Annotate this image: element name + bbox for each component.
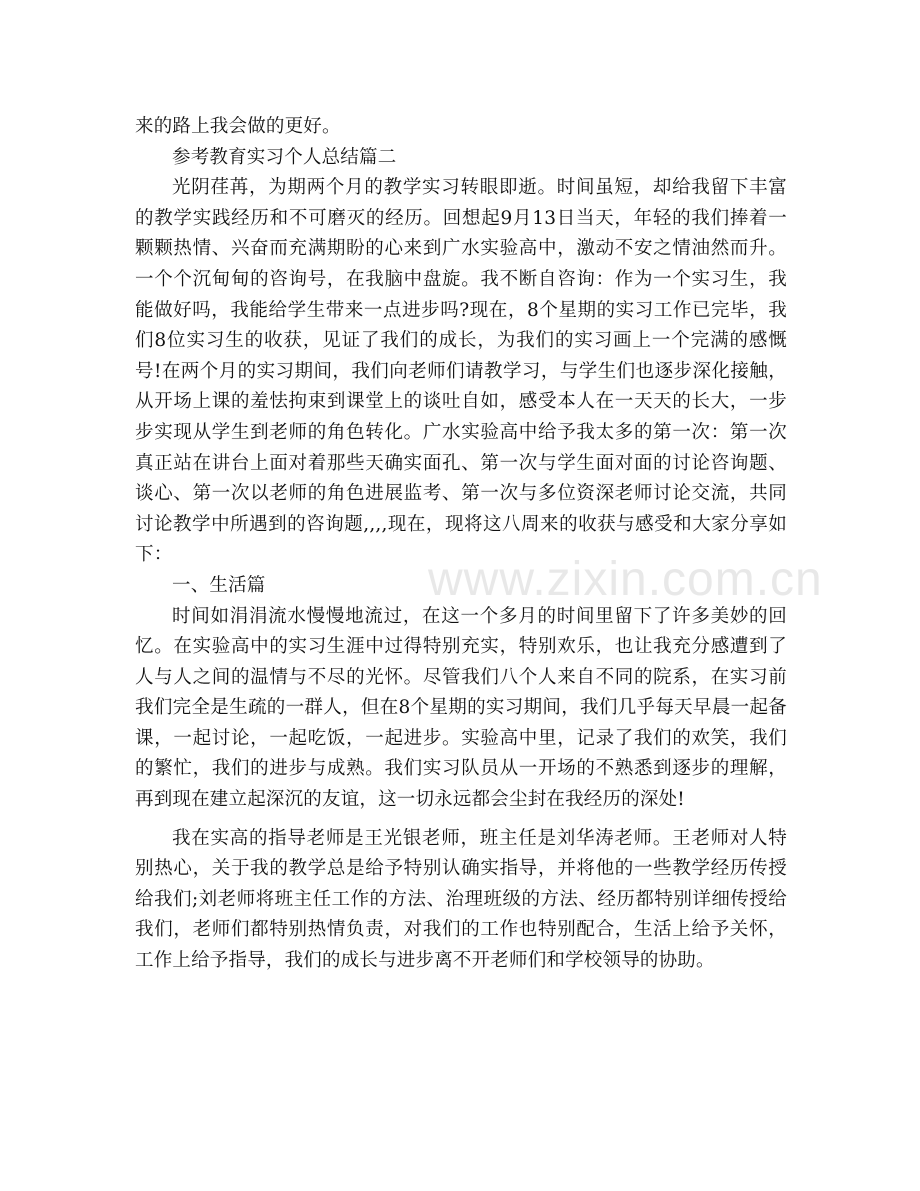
paragraph-intro: 光阴荏苒，为期两个月的教学实习转眼即逝。时间虽短，却给我留下丰富的教学实践经历和不可磨灭的经历。回想起9月13日当天，年轻的我们捧着一颗颗热情、兴奋而充满期盼的心来到广水实验高中，激动不安之情油然而升。一个个沉甸甸的咨询号，在我脑中盘旋。我不断自咨询：作为一个实习生，我能做好吗，我能给学生带来一点进步吗?现在，8个星期的实习工作已完毕，我们8位实习生的收获，见证了我们的成长，为我们的实习画上一个完满的感慨号!在两个月的实习期间，我们向老师们请教学习，与学生们也逐步深化接触，从开场上课的羞怯拘束到课堂上的谈吐自如，感受本人在一天天的长大，一步步实现从学生到老师的角色转化。广水实验高中给予我太多的第一次：第一次真正站在讲台上面对着那些天确实面孔、第一次与学生面对面的讨论咨询题、谈心、第一次以老师的角色进展监考、第一次与多位资深老师讨论交流，共同讨论教学中所遇到的咨询题,,,,现在，现将这八周来的收获与感受和大家分享如下： xyxy=(135,177,787,566)
paragraph-continuation: 来的路上我会做的更好。 xyxy=(135,116,341,137)
paragraph-life: 时间如涓涓流水慢慢地流过，在这一个多月的时间里留下了许多美妙的回忆。在实验高中的实习生涯中过得特别充实，特别欢乐，也让我充分感遭到了人与人之间的温情与不尽的光怀。尽管我们八个人来自不同的院系，在实习前我们完全是生疏的一群人，但在8个星期的实习期间，我们几乎每天早晨一起备课，一起讨论，一起吃饭，一起进步。实验高中里，记录了我们的欢笑，我们的繁忙，我们的进步与成熟。我们实习队员从一开场的不熟悉到逐步的理解，再到现在建立起深沉的友谊，这一切永远都会尘封在我经历的深处! xyxy=(135,605,787,811)
watermark: www.zixin.com.cn xyxy=(428,553,823,606)
document-body xyxy=(135,112,787,977)
paragraph-mentors: 我在实高的指导老师是王光银老师，班主任是刘华涛老师。王老师对人特别热心，关于我的教学总是给予特别认确实指导，并将他的一些教学经历传授给我们;刘老师将班主任工作的方法、治理班级的方法、经历都特别详细传授给我们，老师们都特别热情负责，对我们的工作也特别配合，生活上给予关怀，工作上给予指导，我们的成长与进步离不开老师们和学校领导的协助。 xyxy=(135,827,787,972)
section-heading: 参考教育实习个人总结篇二 xyxy=(172,146,397,168)
subsection-heading: 一、生活篇 xyxy=(172,574,266,596)
